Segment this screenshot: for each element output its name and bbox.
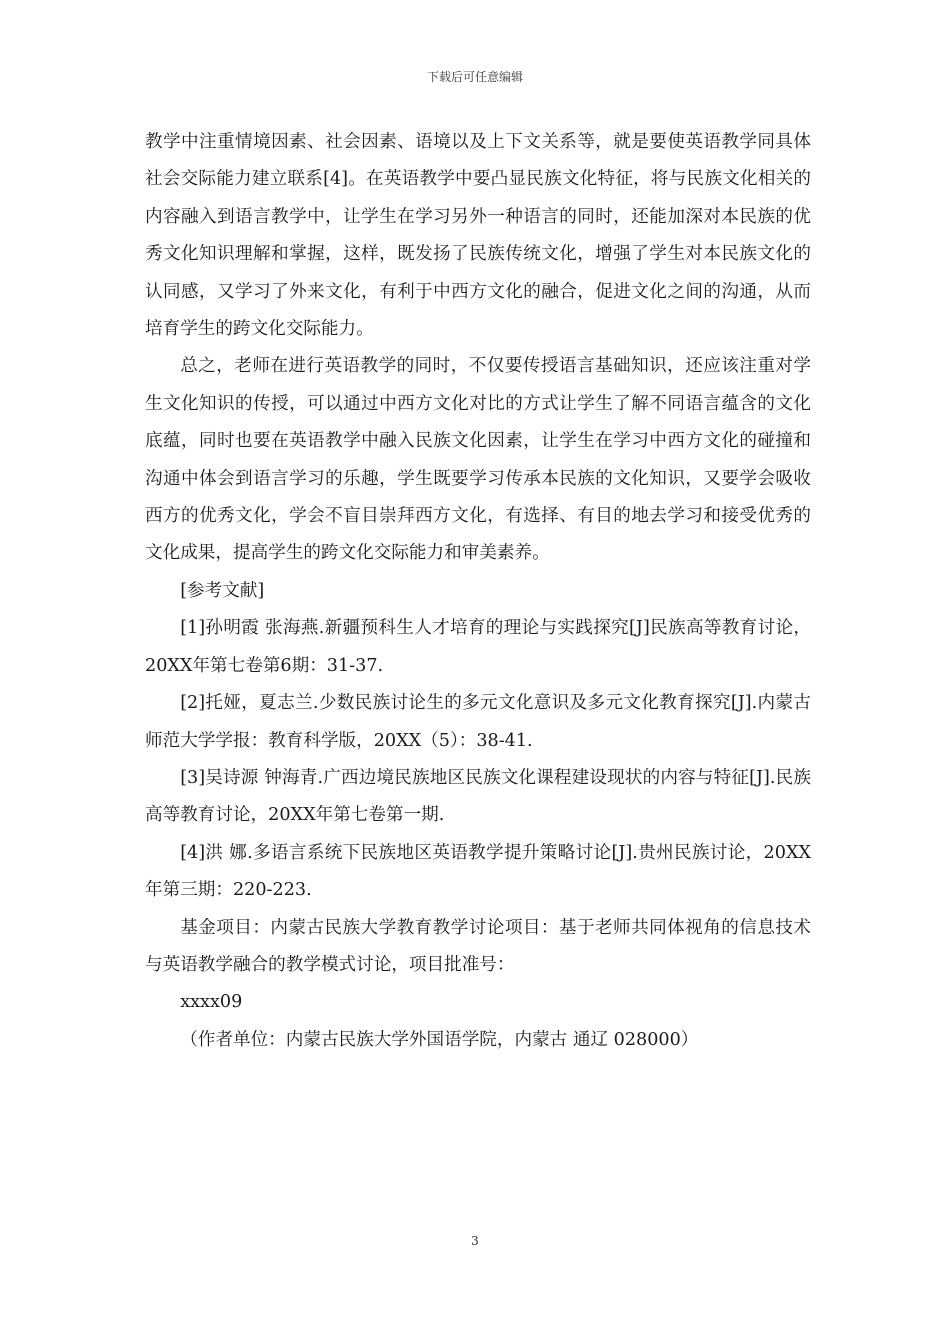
reference-item-1: [1]孙明霞 张海燕.新疆预科生人才培育的理论与实践探究[J]民族高等教育讨论，20XX年第七卷第6期：31-37. [145,618,811,676]
page-header: 下载后可任意编辑 [426,70,523,84]
fund-project: 基金项目：内蒙古民族大学教育教学讨论项目：基于老师共同体视角的信息技术与英语教学融合的教学模式讨论，项目批准号： [145,917,811,975]
reference-item-3: [3]吴诗源 钟海青.广西边境民族地区民族文化课程建设现状的内容与特征[J].民族高等教育讨论，20XX年第七卷第一期. [145,767,811,826]
reference-item-4: [4]洪 娜.多语言系统下民族地区英语教学提升策略讨论[J].贵州民族讨论，20XX年第三期：220-223. [145,842,811,901]
references-heading: [参考文献] [180,580,265,601]
reference-item-2: [2]托娅，夏志兰.少数民族讨论生的多元文化意识及多元文化教育探究[J].内蒙古师范大学学报：教育科学版，20XX（5）：38-41. [145,693,811,751]
page-number: 3 [471,1234,479,1248]
author-affiliation: （作者单位：内蒙古民族大学外国语学院，内蒙古 通辽 028000） [180,1029,699,1050]
paragraph-continuation: 教学中注重情境因素、社会因素、语境以及上下文关系等，就是要使英语教学同具体社会交际能力建立联系[4]。在英语教学中要凸显民族文化特征，将与民族文化相关的内容融入到语言教学中，让学生在学习另外一种语言的同时，还能加深对本民族的优秀文化知识理解和掌握，这样，既发扬了民族传统文化，增强了学生对本民族文化的认同感，又学习了外来文化，有利于中西方文化的融合，促进文化之间的沟通，从而培育学生的跨文化交际能力。 [145,132,811,340]
document-body [145,124,811,1059]
paragraph-conclusion: 总之，老师在进行英语教学的同时，不仅要传授语言基础知识，还应该注重对学生文化知识的传授，可以通过中西方文化对比的方式让学生了解不同语言蕴含的文化底蕴，同时也要在英语教学中融入民族文化因素，让学生在学习中西方文化的碰撞和沟通中体会到语言学习的乐趣，学生既要学习传承本民族的文化知识，又要学会吸收西方的优秀文化，学会不盲目崇拜西方文化，有选择、有目的地去学习和接受优秀的文化成果，提高学生的跨文化交际能力和审美素养。 [145,356,811,564]
fund-project-number: xxxx09 [180,992,243,1013]
